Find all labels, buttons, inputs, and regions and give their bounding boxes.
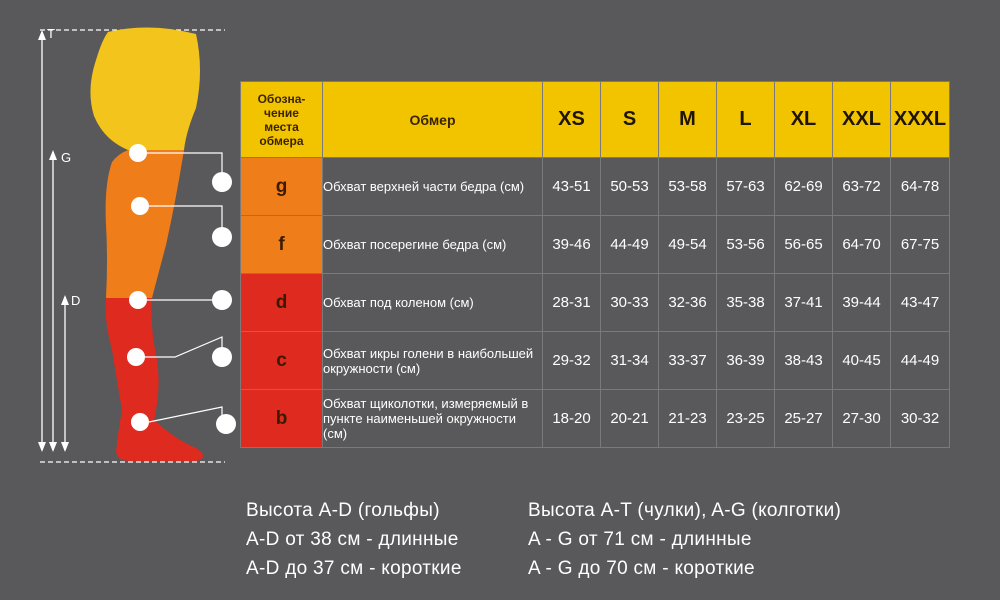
table-row [241,158,950,216]
row-code: d [241,274,323,332]
cell-value: 18-20 [543,390,601,448]
notes-right [528,496,841,583]
table-row [241,332,950,390]
header-size-xs: XS [543,82,601,158]
t-label: T [47,26,55,41]
row-description: Обхват верхней части бедра (см) [323,158,543,216]
cell-value: 30-33 [601,274,659,332]
row-description: Обхват посерегине бедра (см) [323,216,543,274]
cell-value: 33-37 [659,332,717,390]
cell-value: 62-69 [775,158,833,216]
cell-value: 40-45 [833,332,891,390]
table-row [241,274,950,332]
cell-value: 37-41 [775,274,833,332]
header-measure: Обмер [323,82,543,158]
cell-value: 28-31 [543,274,601,332]
header-size-s: S [601,82,659,158]
header-size-l: L [717,82,775,158]
cell-value: 43-47 [891,274,950,332]
note-line: A - G от 71 см - длинные [528,529,752,550]
header-size-xxl: XXL [833,82,891,158]
header-code-label: Обозна- чение места обмера [257,91,306,148]
note-line: A - G до 70 см - короткие [528,558,755,579]
d-label: D [71,293,81,308]
row-description: Обхват икры голени в наибольшей окружноcти (см) [323,332,543,390]
cell-value: 32-36 [659,274,717,332]
row-code: g [241,158,323,216]
cell-value: 53-58 [659,158,717,216]
size-table [240,81,950,448]
cell-value: 38-43 [775,332,833,390]
cell-value: 29-32 [543,332,601,390]
header-size-xl: XL [775,82,833,158]
hip-zone [90,27,200,150]
row-description: Обхват щиколотки, измеряемый в пункте наименьшей окружности (см) [323,390,543,448]
thigh-zone [106,150,184,298]
cell-value: 21-23 [659,390,717,448]
note-line: A-D от 38 см - длинные [246,529,459,550]
row-description: Обхват под коленом (см) [323,274,543,332]
note-line: A-D до 37 см - короткие [246,558,462,579]
cell-value: 50-53 [601,158,659,216]
cell-value: 30-32 [891,390,950,448]
cell-value: 44-49 [891,332,950,390]
leg-illustration [0,0,240,480]
cell-value: 64-70 [833,216,891,274]
cell-value: 56-65 [775,216,833,274]
row-code: f [241,216,323,274]
cell-value: 53-56 [717,216,775,274]
note-line: Высота A-T (чулки), A-G (колготки) [528,500,842,521]
cell-value: 44-49 [601,216,659,274]
cell-value: 31-34 [601,332,659,390]
cell-value: 36-39 [717,332,775,390]
cell-value: 67-75 [891,216,950,274]
table-header-row [241,82,950,158]
cell-value: 23-25 [717,390,775,448]
cell-value: 39-44 [833,274,891,332]
table-row [241,216,950,274]
row-code: b [241,390,323,448]
header-size-xxxl: XXXL [891,82,950,158]
cell-value: 27-30 [833,390,891,448]
note-line: Высота A-D (гольфы) [246,500,440,521]
cell-value: 63-72 [833,158,891,216]
cell-value: 25-27 [775,390,833,448]
table-row [241,390,950,448]
cell-value: 20-21 [601,390,659,448]
cell-value: 35-38 [717,274,775,332]
lower-leg-zone [106,298,203,461]
cell-value: 49-54 [659,216,717,274]
cell-value: 39-46 [543,216,601,274]
g-label: G [61,150,72,165]
cell-value: 43-51 [543,158,601,216]
cell-value: 57-63 [717,158,775,216]
header-code [241,82,323,158]
row-code: c [241,332,323,390]
header-size-m: M [659,82,717,158]
notes-left [246,496,462,583]
cell-value: 64-78 [891,158,950,216]
